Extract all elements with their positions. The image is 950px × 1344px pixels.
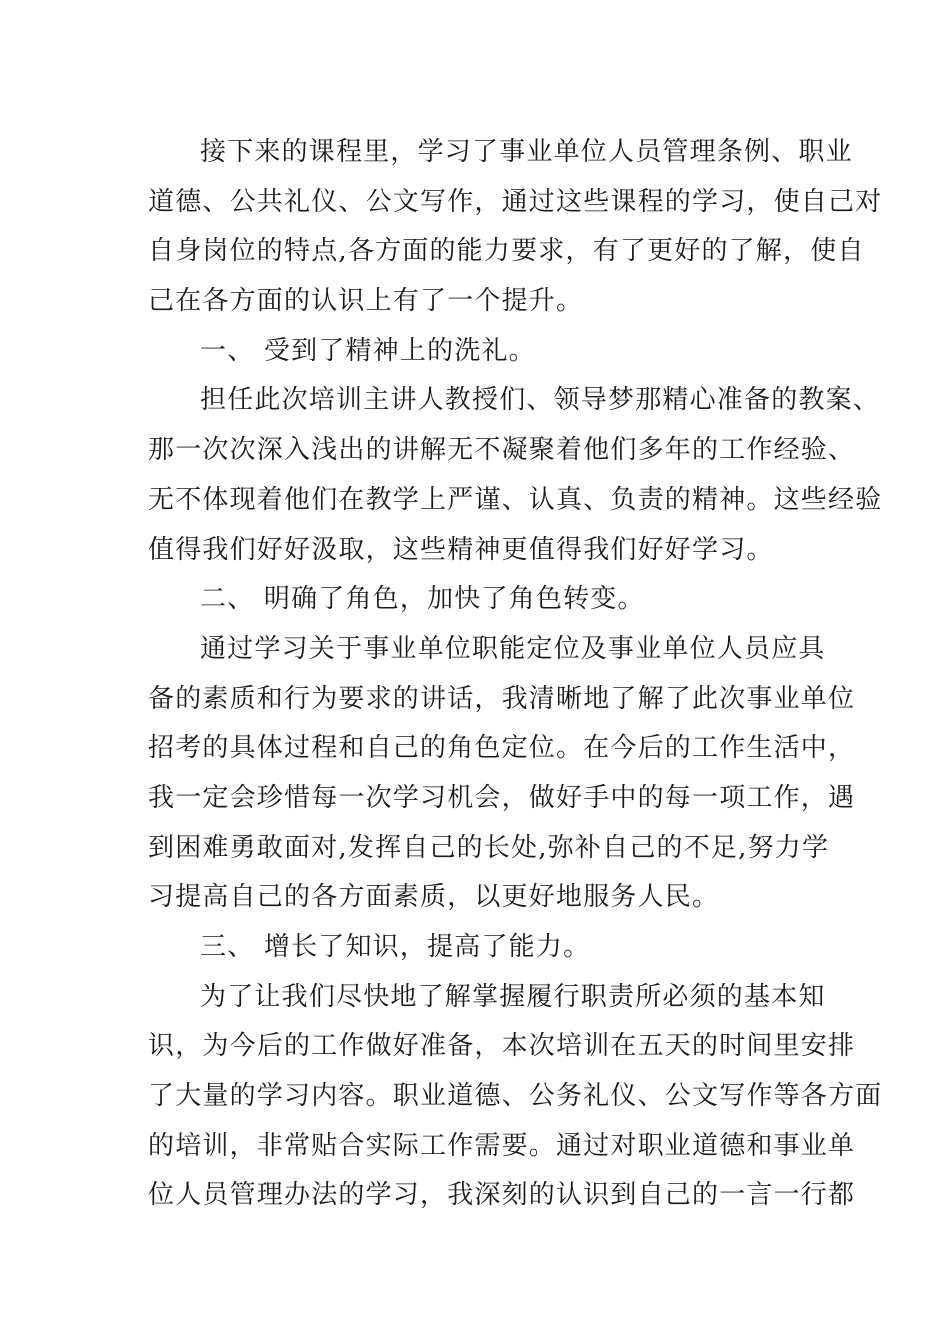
paragraph-line: 位人员管理办法的学习，我深刻的认识到自己的一言一行都 xyxy=(148,1180,856,1211)
section-heading-2: 二、 明确了角色，加快了角色转变。 xyxy=(200,584,645,615)
paragraph-line: 无不体现着他们在教学上严谨、认真、负责的精神。这些经验 xyxy=(148,484,883,515)
paragraph-line: 道德、公共礼仪、公文写作，通过这些课程的学习，使自己对 xyxy=(148,186,883,217)
section-heading-1: 一、 受到了精神上的洗礼。 xyxy=(200,335,536,366)
paragraph-line: 识，为今后的工作做好准备，本次培训在五天的时间里安排 xyxy=(148,1031,856,1062)
document-body xyxy=(148,128,883,1221)
paragraph-line: 招考的具体过程和自己的角色定位。在今后的工作生活中， xyxy=(148,733,856,764)
paragraph-line: 那一次次深入浅出的讲解无不凝聚着他们多年的工作经验、 xyxy=(148,435,856,466)
paragraph-line: 了大量的学习内容。职业道德、公务礼仪、公文写作等各方面 xyxy=(148,1081,883,1112)
paragraph-line: 值得我们好好汲取，这些精神更值得我们好好学习。 xyxy=(148,534,774,565)
paragraph-line: 己在各方面的认识上有了一个提升。 xyxy=(148,286,584,317)
section-heading-3: 三、 增长了知识，提高了能力。 xyxy=(200,932,591,962)
paragraph-line: 担任此次培训主讲人教授们、领导梦那精心准备的教案、 xyxy=(200,385,881,416)
paragraph-line: 为了让我们尽快地了解掌握履行职责所必须的基本知 xyxy=(200,981,826,1012)
paragraph-line: 备的素质和行为要求的讲话，我清晰地了解了此次事业单位 xyxy=(148,683,856,714)
paragraph-line: 我一定会珍惜每一次学习机会，做好手中的每一项工作，遇 xyxy=(148,782,856,813)
paragraph-line: 接下来的课程里，学习了事业单位人员管理条例、职业 xyxy=(200,137,853,167)
paragraph-line: 习提高自己的各方面素质，以更好地服务人民。 xyxy=(148,882,720,913)
paragraph-line: 自身岗位的特点,各方面的能力要求，有了更好的了解，使自 xyxy=(148,236,865,267)
paragraph-line: 通过学习关于事业单位职能定位及事业单位人员应具 xyxy=(200,633,826,664)
paragraph-line: 的培训，非常贴合实际工作需要。通过对职业道德和事业单 xyxy=(148,1130,856,1161)
paragraph-line: 到困难勇敢面对,发挥自己的长处,弥补自己的不足,努力学 xyxy=(148,832,830,863)
